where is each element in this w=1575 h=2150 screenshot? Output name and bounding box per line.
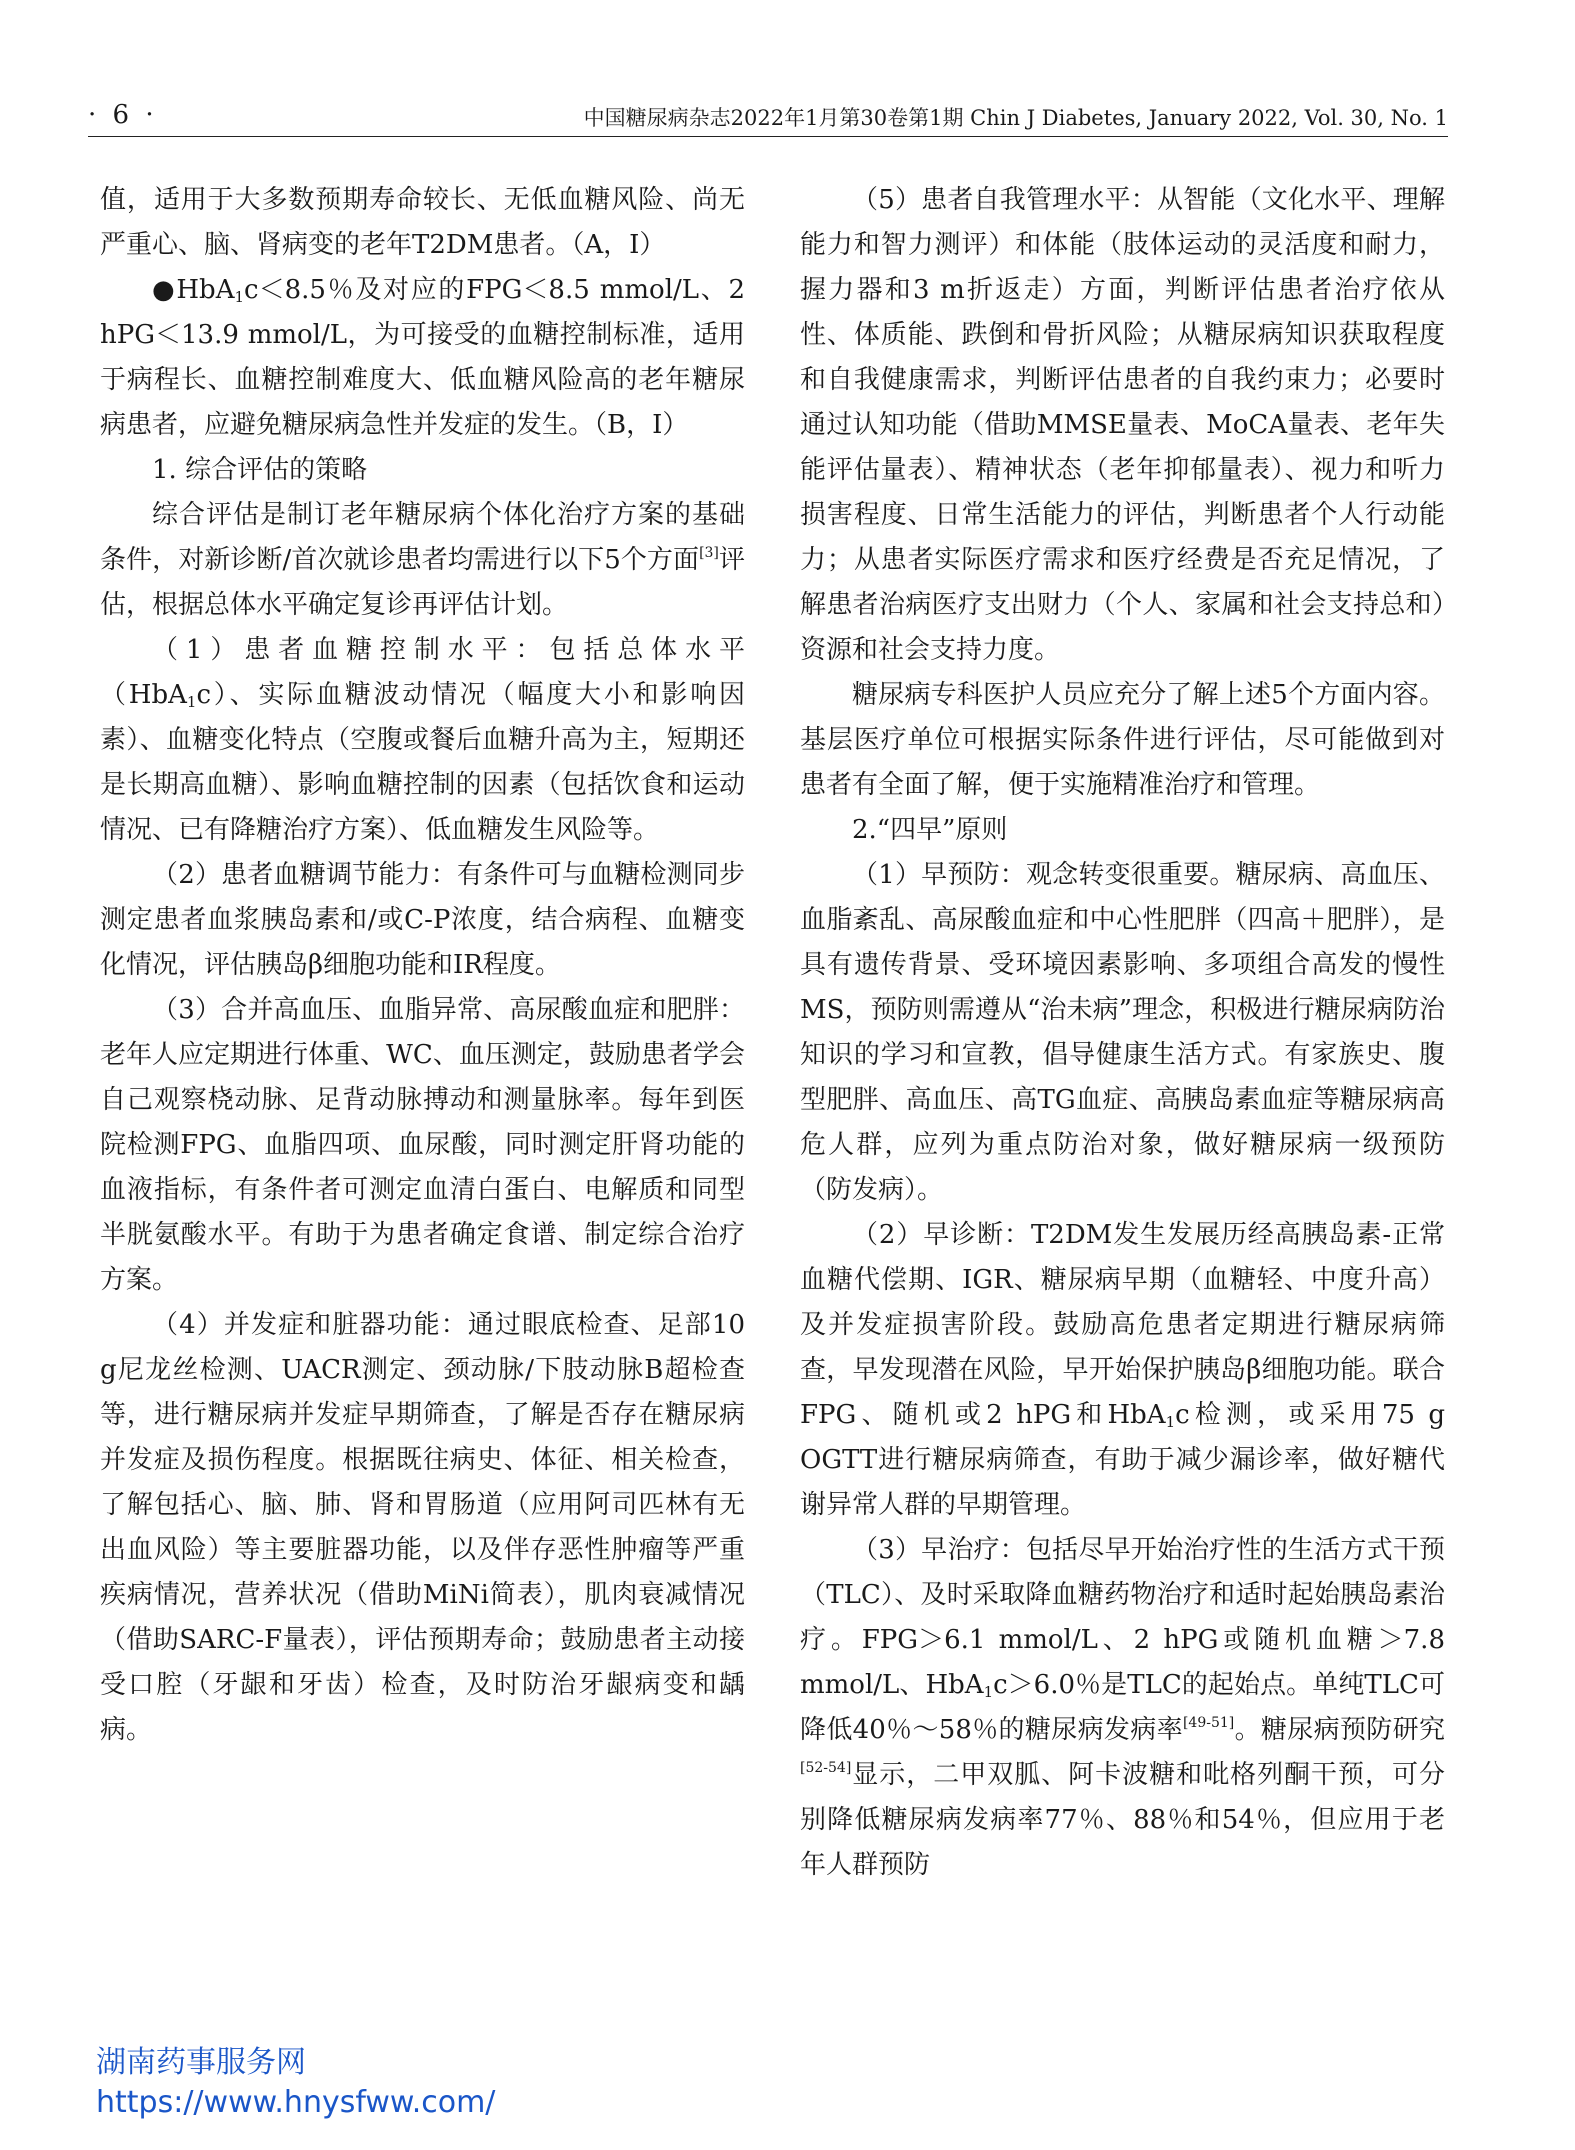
page-header	[88, 100, 1448, 132]
journal-running-head: 中国糖尿病杂志2022年1月第30卷第1期 Chin J Diabetes, January 2022, Vol. 30, No. 1	[583, 106, 1448, 130]
paragraph: ●HbA$_1$c＜8.5％及对应的FPG＜8.5 mmol/L、2 hPG＜13.9 mmol/L，为可接受的血糖控制标准，适用于病程长、血糖控制难度大、低血糖风险高的老年糖尿病患者，应避免糖尿病急性并发症的发生。（B，Ⅰ）	[100, 275, 745, 440]
citation: [52-54]	[800, 1760, 852, 1776]
citation: [3]	[699, 545, 719, 561]
paragraph: 值，适用于大多数预期寿命较长、无低血糖风险、尚无严重心、脑、肾病变的老年T2DM患者。（A，Ⅰ）	[100, 185, 745, 260]
paragraph: （3）早治疗：包括尽早开始治疗性的生活方式干预（TLC）、及时采取降血糖药物治疗和适时起始胰岛素治疗。FPG＞6.1 mmol/L、2 hPG或随机血糖＞7.8 mmol/L、HbA$_1$c＞6.0％是TLC的起始点。单纯TLC可降低40％～58％的糖尿病发病率[49-51]。糖尿病预防研究[52-54]显示，二甲双胍、阿卡波糖和吡格列酮干预，可分别降低糖尿病发病率77％、88％和54％，但应用于老年人群预防	[800, 1535, 1445, 1880]
paragraph: （2）患者血糖调节能力：有条件可与血糖检测同步测定患者血浆胰岛素和/或C-P浓度，结合病程、血糖变化情况，评估胰岛β细胞功能和IR程度。	[100, 860, 745, 980]
paragraph: （1）患者血糖控制水平：包括总体水平（HbA$_1$c）、实际血糖波动情况（幅度大小和影响因素）、血糖变化特点（空腹或餐后血糖升高为主，短期还是长期高血糖）、影响血糖控制的因素（包括饮食和运动情况、已有降糖治疗方案）、低血糖发生风险等。	[100, 635, 745, 845]
citation: [49-51]	[1182, 1715, 1235, 1731]
section-heading: 2.“四早”原则	[852, 815, 1008, 845]
paragraph: 糖尿病专科医护人员应充分了解上述5个方面内容。基层医疗单位可根据实际条件进行评估，尽可能做到对患者有全面了解，便于实施精准治疗和管理。	[800, 680, 1445, 800]
site-watermark	[96, 2043, 495, 2123]
page-number: · 6 ·	[88, 100, 158, 130]
site-name: 湖南药事服务网	[96, 2045, 306, 2080]
paragraph: （2）早诊断：T2DM发生发展历经高胰岛素-正常血糖代偿期、IGR、糖尿病早期（血糖轻、中度升高）及并发症损害阶段。鼓励高危患者定期进行糖尿病筛查，早发现潜在风险，早开始保护胰岛β细胞功能。联合FPG、随机或2 hPG和HbA$_1$c检测，或采用75 g OGTT进行糖尿病筛查，有助于减少漏诊率，做好糖代谢异常人群的早期管理。	[800, 1220, 1445, 1520]
right-column	[800, 178, 1445, 1888]
paragraph: （4）并发症和脏器功能：通过眼底检查、足部10 g尼龙丝检测、UACR测定、颈动脉/下肢动脉B超检查等，进行糖尿病并发症早期筛查，了解是否存在糖尿病并发症及损伤程度。根据既往病史、体征、相关检查，了解包括心、脑、肺、肾和胃肠道（应用阿司匹林有无出血风险）等主要脏器功能，以及伴存恶性肿瘤等严重疾病情况，营养状况（借助MiNi简表），肌肉衰减情况（借助SARC-F量表），评估预期寿命；鼓励患者主动接受口腔（牙龈和牙齿）检查，及时防治牙龈病变和龋病。	[100, 1310, 745, 1745]
section-heading: 1. 综合评估的策略	[152, 455, 368, 485]
left-column	[100, 178, 745, 1753]
paragraph: （3）合并高血压、血脂异常、高尿酸血症和肥胖：老年人应定期进行体重、WC、血压测定，鼓励患者学会自己观察桡动脉、足背动脉搏动和测量脉率。每年到医院检测FPG、血脂四项、血尿酸，同时测定肝肾功能的血液指标，有条件者可测定血清白蛋白、电解质和同型半胱氨酸水平。有助于为患者确定食谱、制定综合治疗方案。	[100, 995, 745, 1295]
site-url-link[interactable]: https://www.hnysfww.com/	[96, 2085, 496, 2120]
header-rule	[88, 136, 1448, 137]
paragraph: （1）早预防：观念转变很重要。糖尿病、高血压、血脂紊乱、高尿酸血症和中心性肥胖（四高＋肥胖），是具有遗传背景、受环境因素影响、多项组合高发的慢性MS，预防则需遵从“治未病”理念，积极进行糖尿病防治知识的学习和宣教，倡导健康生活方式。有家族史、腹型肥胖、高血压、高TG血症、高胰岛素血症等糖尿病高危人群，应列为重点防治对象，做好糖尿病一级预防（防发病）。	[800, 860, 1445, 1205]
paragraph: 综合评估是制订老年糖尿病个体化治疗方案的基础条件，对新诊断/首次就诊患者均需进行以下5个方面[3]评估，根据总体水平确定复诊再评估计划。	[100, 500, 745, 620]
paragraph: （5）患者自我管理水平：从智能（文化水平、理解能力和智力测评）和体能（肢体运动的灵活度和耐力，握力器和3 m折返走）方面，判断评估患者治疗依从性、体质能、跌倒和骨折风险；从糖尿病知识获取程度和自我健康需求，判断评估患者的自我约束力；必要时通过认知功能（借助MMSE量表、MoCA量表、老年失能评估量表）、精神状态（老年抑郁量表）、视力和听力损害程度、日常生活能力的评估，判断患者个人行动能力；从患者实际医疗需求和医疗经费是否充足情况，了解患者治病医疗支出财力（个人、家属和社会支持总和）资源和社会支持力度。	[800, 185, 1445, 665]
